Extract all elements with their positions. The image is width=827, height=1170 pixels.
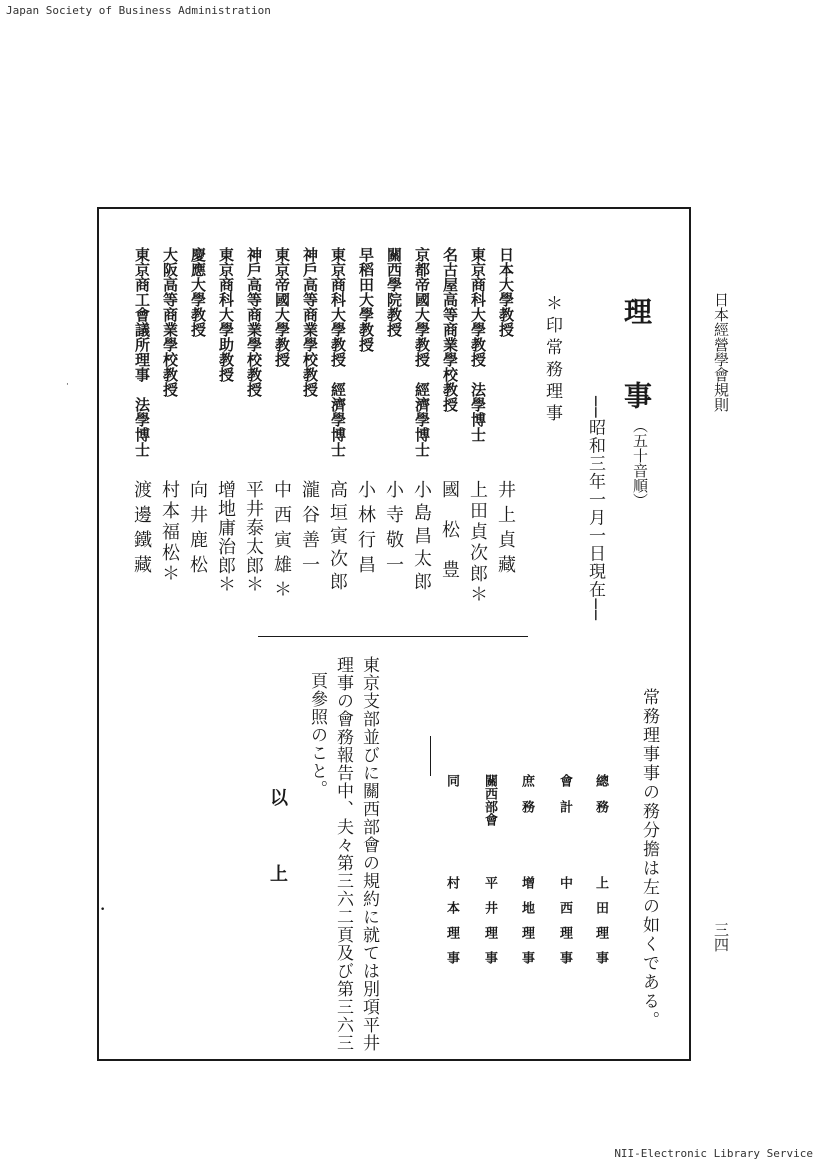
duty-role: 同 <box>444 774 459 787</box>
duty-person: 中西理事 <box>557 876 572 976</box>
duty-person: 村本理事 <box>444 876 459 976</box>
director-affiliation: 京都帝國大學教授 經濟學博士 <box>413 247 431 457</box>
duty-role: 庶 務 <box>519 774 534 813</box>
director-name: 中西寅雄＊ <box>271 480 292 605</box>
duties-intro: 常務理事事の務分擔は左の如くである。 <box>639 688 659 1030</box>
director-affiliation: 神戶高等商業學校教授 <box>245 247 263 397</box>
director-affiliation: 早稻田大學教授 <box>357 247 375 352</box>
order-note: （五十音順） <box>631 418 649 508</box>
duty-person: 上田理事 <box>593 876 608 976</box>
director-name: 高垣寅次郎 <box>327 480 348 595</box>
director-name: 村本福松＊ <box>159 480 180 585</box>
director-name: 渡邊鐵藏 <box>131 480 152 580</box>
section-title: 理 事 <box>620 297 653 423</box>
director-affiliation: 東京帝國大學教授 <box>273 247 291 367</box>
page-number: 三四 <box>712 922 730 952</box>
director-affiliation: 東京商科大學助教授 <box>217 247 235 382</box>
header-society: Japan Society of Business Administration <box>6 4 271 17</box>
duties-bracket <box>430 736 431 776</box>
duty-role: 關西部會 <box>482 774 497 826</box>
director-name: 小寺敬一 <box>383 480 404 580</box>
director-affiliation: 慶應大學教授 <box>189 247 207 337</box>
director-name: 平井泰太郎＊ <box>243 480 264 594</box>
director-affiliation: 關西學院教授 <box>385 247 403 337</box>
running-head-title: 日本經營學會規則 <box>712 292 730 412</box>
scan-mark: · <box>66 380 69 390</box>
branch-note-line: 理事の會務報告中、夫々第三六二頁及び第三六三 <box>333 656 353 1052</box>
director-affiliation: 名古屋高等商業學校教授 <box>441 247 459 412</box>
duty-person: 平井理事 <box>482 876 497 976</box>
director-name: 向井鹿松 <box>187 480 208 580</box>
director-name: 瀧谷善一 <box>299 480 320 580</box>
branch-note-line: 東京支部並びに關西部會の規約に就ては別項平井 <box>359 656 379 1052</box>
director-name: 上田貞次郎＊ <box>467 480 488 606</box>
director-affiliation: 神戶高等商業學校教授 <box>301 247 319 397</box>
director-name: 井上貞藏 <box>495 480 516 580</box>
duty-role: 總 務 <box>593 774 608 813</box>
director-affiliation: 東京商工會議所理事 法學博士 <box>133 247 151 457</box>
branch-note-line: 頁參照のこと。 <box>307 672 327 798</box>
asterisk-note: ＊印常務理事 <box>542 294 562 426</box>
footer-service: NII-Electronic Library Service <box>614 1147 813 1160</box>
duty-person: 增地理事 <box>519 876 534 976</box>
director-name: 小林行昌 <box>355 480 376 580</box>
date-note: ──昭和三年一月一日現在── <box>585 396 605 621</box>
section-divider <box>258 636 528 637</box>
scan-mark: • <box>100 905 106 915</box>
director-name: 小島昌太郎 <box>411 480 432 595</box>
director-affiliation: 大阪高等商業學校教授 <box>161 247 179 397</box>
duty-role: 會 計 <box>557 774 572 813</box>
director-affiliation: 日本大學教授 <box>497 247 515 337</box>
director-affiliation: 東京商科大學教授 法學博士 <box>469 247 487 442</box>
director-name: 增地庸治郎＊ <box>215 480 236 594</box>
director-name: 國松豊 <box>439 480 460 600</box>
director-affiliation: 東京商科大學教授 經濟學博士 <box>329 247 347 457</box>
closing-text: 以 上 <box>267 788 288 902</box>
